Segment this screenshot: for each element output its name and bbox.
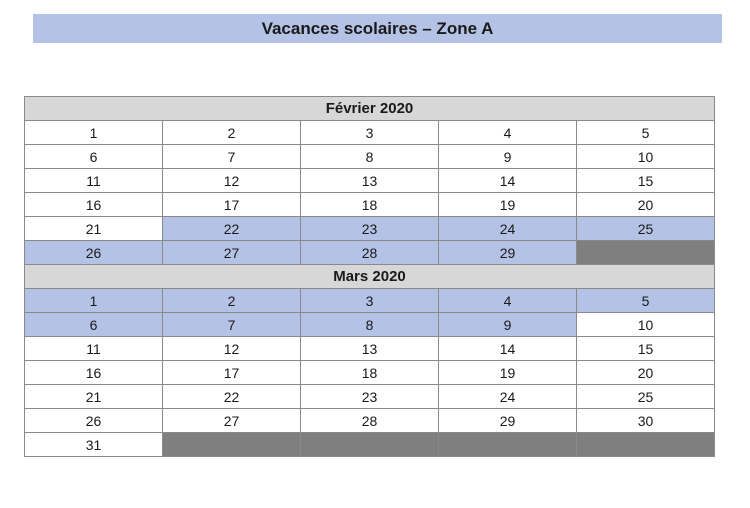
day-cell: 24 [439,385,577,409]
day-cell-holiday: 1 [25,289,163,313]
empty-cell [301,433,439,457]
day-cell: 1 [25,121,163,145]
day-cell-holiday: 26 [25,241,163,265]
day-cell-holiday: 27 [163,241,301,265]
day-cell: 15 [577,337,715,361]
week-row [25,337,715,361]
day-cell-holiday: 2 [163,289,301,313]
day-cell-holiday: 24 [439,217,577,241]
day-cell: 13 [301,337,439,361]
day-cell: 15 [577,169,715,193]
day-cell: 20 [577,361,715,385]
empty-cell [577,241,715,265]
day-cell: 7 [163,145,301,169]
day-cell: 22 [163,385,301,409]
week-row [25,169,715,193]
day-cell: 10 [577,145,715,169]
day-cell: 23 [301,385,439,409]
week-row [25,433,715,457]
day-cell: 4 [439,121,577,145]
week-row [25,289,715,313]
week-row [25,241,715,265]
week-row [25,361,715,385]
day-cell: 21 [25,385,163,409]
day-cell: 19 [439,361,577,385]
calendar-body [25,97,715,457]
day-cell: 2 [163,121,301,145]
page-title: Vacances scolaires – Zone A [33,14,722,43]
month-header-row [25,97,715,121]
empty-cell [163,433,301,457]
day-cell: 12 [163,169,301,193]
day-cell-holiday: 3 [301,289,439,313]
week-row [25,121,715,145]
day-cell-holiday: 5 [577,289,715,313]
day-cell: 13 [301,169,439,193]
day-cell: 16 [25,361,163,385]
week-row [25,385,715,409]
day-cell: 20 [577,193,715,217]
day-cell: 21 [25,217,163,241]
day-cell: 17 [163,361,301,385]
day-cell: 11 [25,169,163,193]
day-cell-holiday: 7 [163,313,301,337]
empty-cell [577,433,715,457]
week-row [25,409,715,433]
day-cell: 3 [301,121,439,145]
week-row [25,217,715,241]
day-cell-holiday: 4 [439,289,577,313]
day-cell-holiday: 23 [301,217,439,241]
day-cell: 31 [25,433,163,457]
day-cell-holiday: 9 [439,313,577,337]
day-cell: 9 [439,145,577,169]
week-row [25,145,715,169]
month-header: Mars 2020 [25,265,715,289]
day-cell: 10 [577,313,715,337]
day-cell-holiday: 29 [439,241,577,265]
week-row [25,193,715,217]
week-row [25,313,715,337]
day-cell: 19 [439,193,577,217]
day-cell: 30 [577,409,715,433]
day-cell: 29 [439,409,577,433]
day-cell: 14 [439,337,577,361]
day-cell: 5 [577,121,715,145]
day-cell: 27 [163,409,301,433]
day-cell: 17 [163,193,301,217]
holiday-calendar-table [24,96,715,457]
day-cell: 11 [25,337,163,361]
day-cell: 16 [25,193,163,217]
day-cell: 18 [301,361,439,385]
day-cell: 25 [577,385,715,409]
day-cell-holiday: 6 [25,313,163,337]
day-cell-holiday: 28 [301,241,439,265]
day-cell-holiday: 25 [577,217,715,241]
month-header: Février 2020 [25,97,715,121]
day-cell: 12 [163,337,301,361]
empty-cell [439,433,577,457]
day-cell: 18 [301,193,439,217]
month-header-row [25,265,715,289]
day-cell: 6 [25,145,163,169]
day-cell: 28 [301,409,439,433]
day-cell-holiday: 22 [163,217,301,241]
day-cell: 14 [439,169,577,193]
day-cell: 8 [301,145,439,169]
day-cell-holiday: 8 [301,313,439,337]
day-cell: 26 [25,409,163,433]
